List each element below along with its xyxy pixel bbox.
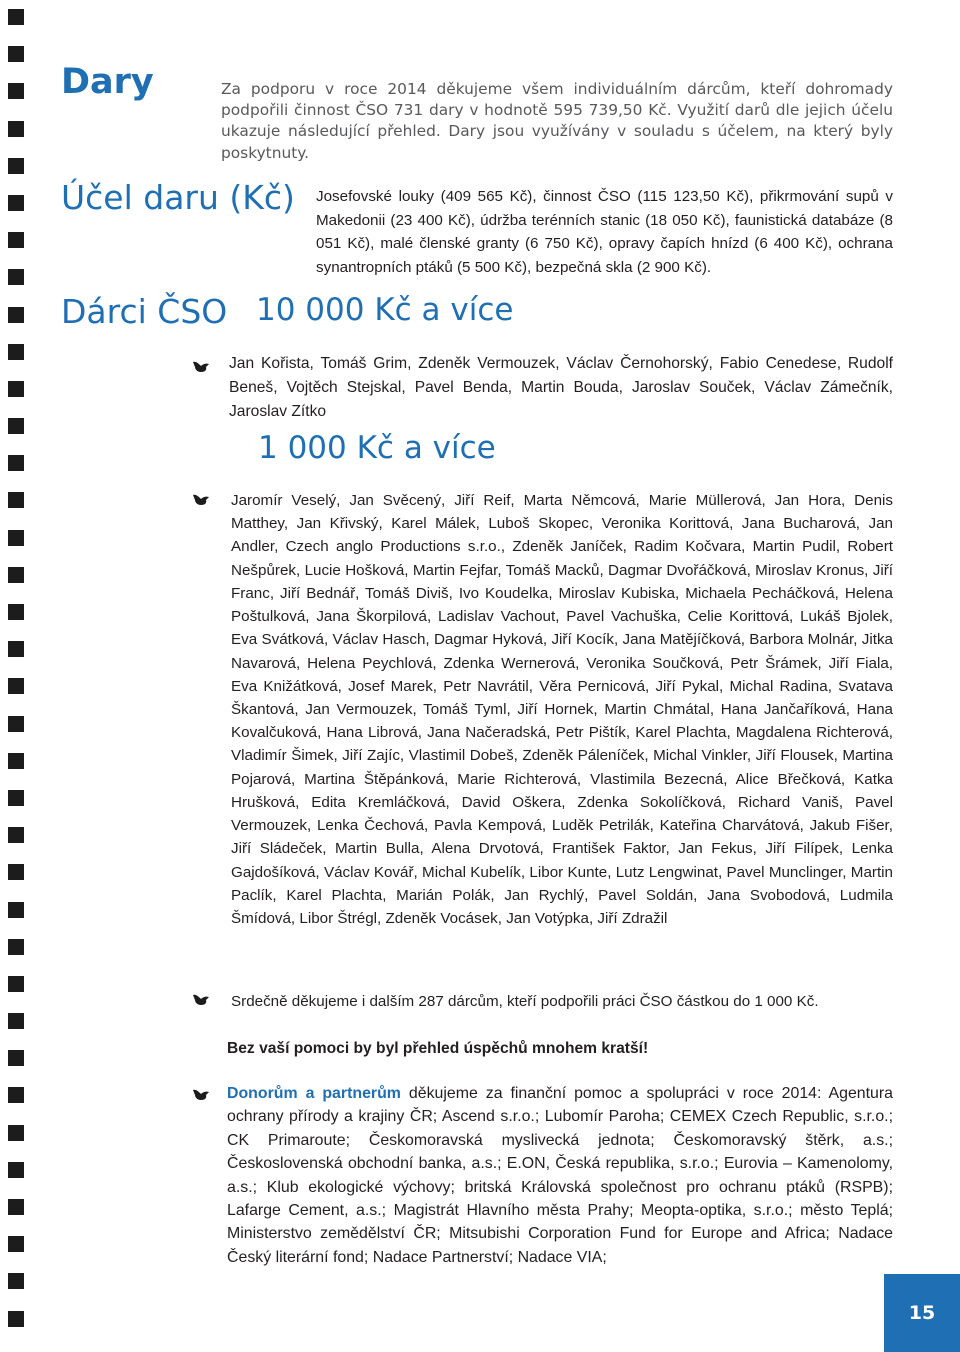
heading-darci: Dárci ČSO: [61, 292, 228, 331]
partners-paragraph: [227, 1082, 893, 1269]
no-success-note: Bez vaší pomoci by byl přehled úspěchů mnohem kratší!: [227, 1040, 649, 1057]
tier2-title: 1 000 Kč a více: [258, 430, 496, 466]
bird-bullet-icon: [193, 1089, 209, 1101]
margin-squares: [6, 0, 26, 1352]
tier1-title: 10 000 Kč a více: [256, 292, 514, 328]
heading-dary: Dary: [61, 62, 154, 102]
partners-lead: Donorům a partnerům: [227, 1085, 401, 1102]
page-number-box: [884, 1274, 960, 1352]
bird-bullet-icon: [193, 994, 209, 1006]
bird-bullet-icon: [193, 361, 209, 373]
page-number: 15: [908, 1302, 936, 1324]
tier1-donor-list: Jan Kořista, Tomáš Grim, Zdeněk Vermouzek, Václav Černohorský, Fabio Cenedese, Rudolf Beneš, Vojtěch Stejskal, Pavel Benda, Martin Bouda, Jaroslav Souček, Václav Zámečník, Jaroslav Zítko: [229, 355, 893, 420]
intro-paragraph: Za podporu v roce 2014 děkujeme všem individuálním dárcům, kteří dohromady podpořili činnost ČSO 731 dary v hodnotě 595 739,50 Kč. Využití darů dle jejich účelu ukazuje následující přehled. Dary jsou využívány v souladu s účelem, na který byly poskytnuty.: [221, 80, 893, 162]
thanks-others: Srdečně děkujeme i dalším 287 dárcům, kteří podpořili práci ČSO částkou do 1 000 Kč.: [231, 993, 819, 1010]
partners-text: děkujeme za finanční pomoc a spolupráci v roce 2014: Agentura ochrany přírody a krajiny ČR; Ascend s.r.o.; Lubomír Paroha; CEMEX Czech Republic, s.r.o.; CK Primaroute; Českomoravská myslivecká jednota; Českomoravský štěrk, a.s.; Československá obchodní banka, a.s.; E.ON, Česká republika, s.r.o.; Eurovia – Kamenolomy, a.s.; Klub ekologické výchovy; britská Královská společnost pro ochranu ptáků (RSPB); Lafarge Cement, a.s.; Magistrát Hlavního města Prahy; Meopta-optika, s.r.o.; město Teplá; Ministerstvo zemědělství ČR; Mitsubishi Corporation Fund for Europe and Africa; Nadace Český literární fond; Nadace Partnerství; Nadace VIA;: [227, 1085, 893, 1266]
tier2-donor-list: Jaromír Veselý, Jan Svěcený, Jiří Reif, Marta Němcová, Marie Müllerová, Jan Hora, Denis Matthey, Jan Křivský, Karel Málek, Luboš Skopec, Veronika Korittová, Jana Bucharová, Jan Andler, Czech anglo Productions s.r.o., Zdeněk Janíček, Radim Kočvara, Martin Pudil, Robert Nešpůrek, Lucie Hošková, Martin Fejfar, Tomáš Macků, Dagmar Dvořáčková, Miroslav Kronus, Jiří Franc, Jiří Bednář, Tomáš Diviš, Ivo Koudelka, Miroslav Kubiska, Michaela Pecháčková, Helena Poštulková, Jana Škorpilová, Ladislav Vachout, Pavel Vachuška, Celie Korittová, Lukáš Bjolek, Eva Svátková, Václav Hasch, Dagmar Hyková, Jiří Kocík, Jana Matějíčková, Barbora Molnár, Jitka Navarová, Helena Peychlová, Zdenka Wernerová, Veronika Součková, Petr Šrámek, Jiří Fiala, Eva Knižátková, Josef Marek, Petr Navrátil, Věra Pernicová, Jiří Pykal, Michal Radina, Svatava Škantová, Jan Vermouzek, Tomáš Tyml, Jiří Hornek, Martin Chmátal, Hana Jančaříková, Hana Kovalčuková, Hana Librová, Jana Načeradská, Petr Pištík, Karel Plachta, Magdalena Richterová, Vladimír Šimek, Jiří Zajíc, Vlastimil Dobeš, Zdeněk Páleníček, Michal Vinkler, Jiří Flousek, Martina Pojarová, Martina Štěpánková, Marie Richterová, Vlastimila Bezecná, Alice Břečková, Katka Hrušková, Edita Kremláčková, David Oškera, Zdenka Sokolíčková, Richard Vaniš, Pavel Vermouzek, Lenka Čechová, Pavla Kempová, Luděk Petrilák, Kateřina Charvátová, Jakub Fišer, Jiří Sládeček, Martin Bulla, Alena Drvotová, František Faktor, Jan Fekus, Jiří Filípek, Lenka Gajdošíková, Václav Kovář, Michal Kubelík, Libor Kunte, Lutz Lengwinat, Pavel Munclinger, Martin Paclík, Karel Plachta, Marián Polák, Jan Rychlý, Pavel Soldán, Jana Svobodová, Ludmila Šmídová, Libor Štrégl, Zdeněk Vocásek, Jan Votýpka, Jiří Zdražil: [231, 492, 893, 927]
purposes-paragraph: Josefovské louky (409 565 Kč), činnost ČSO (115 123,50 Kč), přikrmování supů v Makedonii (23 400 Kč), údržba terénních stanic (18 050 Kč), faunistická databáze (8 051 Kč), malé členské granty (6 750 Kč), opravy čapích hnízd (6 400 Kč), ochrana synantropních ptáků (5 500 Kč), bezpečná skla (2 900 Kč).: [316, 188, 893, 276]
heading-ucel-daru: Účel daru (Kč): [61, 178, 295, 217]
bird-bullet-icon: [193, 494, 209, 506]
